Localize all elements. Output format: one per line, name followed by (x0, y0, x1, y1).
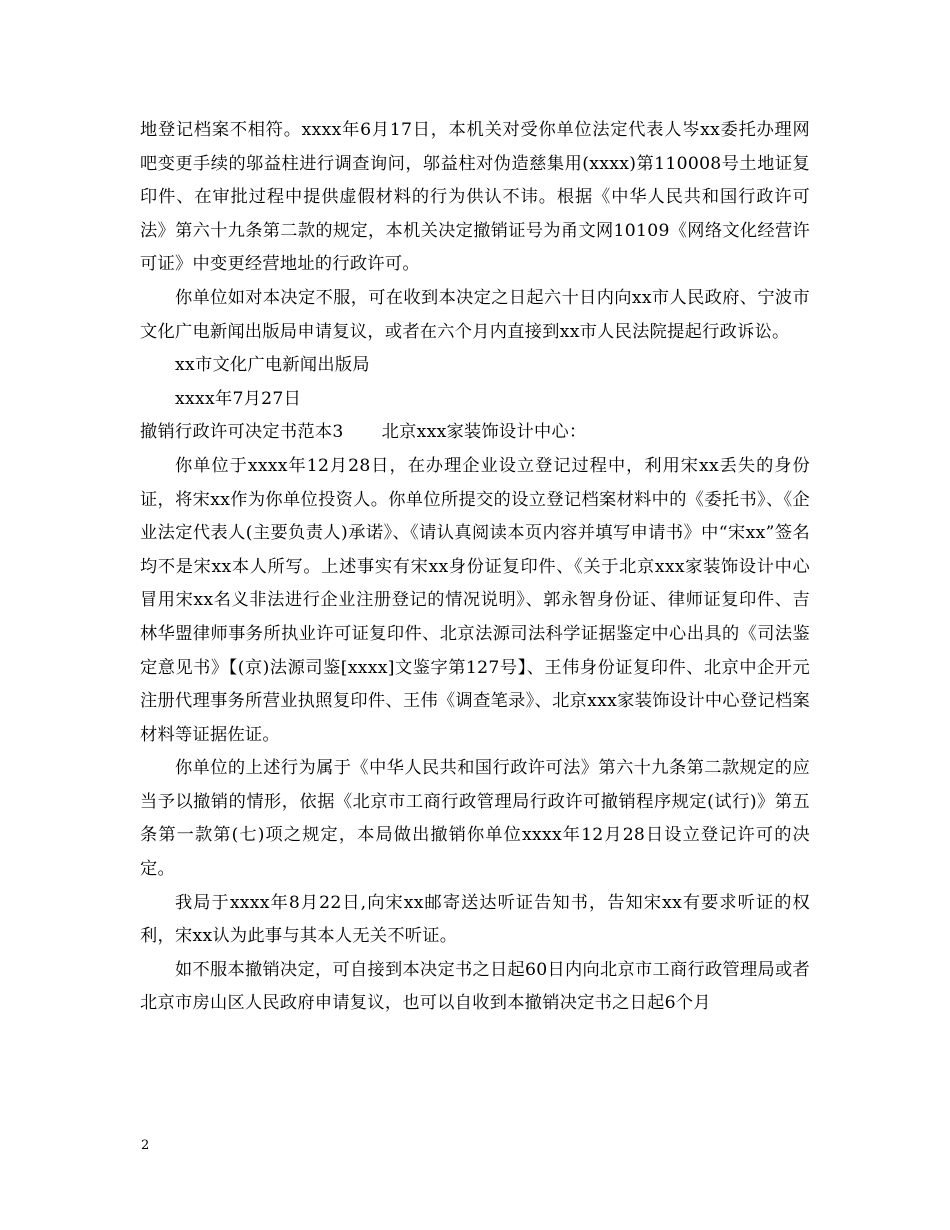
addressee: 北京xxx家装饰设计中心： (381, 422, 587, 443)
paragraph-5: 你单位于xxxx年12月28日，在办理企业设立登记过程中，利用宋xx丢失的身份证，将宋xx作为你单位投资人。你单位所提交的设立登记档案材料中的《委托书》、《企业法定代表人(主要负责人)承诺》、《请认真阅读本页内容并填写申请书》中“宋xx”签名均不是宋xx本人所写。上述事实有宋xx身份证复印件、《关于北京xxx家装饰设计中心冒用宋xx名义非法进行企业注册登记的情况说明》、郭永智身份证、律师证复印件、吉林华盟律师事务所执业许可证复印件、北京法源司法科学证据鉴定中心出具的《司法鉴定意见书》【(京)法源司鉴[xxxx]文鉴字第127号】、王伟身份证复印件、北京中企开元注册代理事务所营业执照复印件、王伟《调查笔录》、北京xxx家装饰设计中心登记档案材料等证据佐证。 (140, 455, 810, 745)
issuing-authority: xx市文化广电新闻出版局 (175, 355, 370, 376)
paragraph-6: 你单位的上述行为属于《中华人民共和国行政许可法》第六十九条第二款规定的应当予以撤销的情形，依据《北京市工商行政管理局行政许可撤销程序规定(试行)》第五条第一款第(七)项之规定，本局做出撤销你单位xxxx年12月28日设立登记许可的决定。 (140, 758, 810, 880)
issue-date: xxxx年7月27日 (175, 388, 302, 409)
paragraph-2: 你单位如对本决定不服，可在收到本决定之日起六十日内向xx市人民政府、宁波市文化广电新闻出版局申请复议，或者在六个月内直接到xx市人民法院提起行政诉讼。 (140, 287, 810, 342)
section-heading (140, 416, 810, 450)
paragraph-7: 我局于xxxx年8月22日,向宋xx邮寄送达听证告知书，告知宋xx有要求听证的权利，宋xx认为此事与其本人无关不听证。 (140, 892, 810, 947)
section-title: 撤销行政许可决定书范本3 (140, 422, 344, 443)
page-number: 2 (141, 1138, 150, 1153)
paragraph-1: 地登记档案不相符。xxxx年6月17日，本机关对受你单位法定代表人岑xx委托办理网吧变更手续的邬益柱进行调查询问，邬益柱对伪造慈集用(xxxx)第110008号土地证复印件、在审批过程中提供虚假材料的行为供认不讳。根据《中华人民共和国行政许可法》第六十九条第二款的规定，本机关决定撤销证号为甬文网10109《网络文化经营许可证》中变更经营地址的行政许可。 (140, 120, 810, 275)
document-body (140, 114, 810, 1021)
paragraph-8: 如不服本撤销决定，可自接到本决定书之日起60日内向北京市工商行政管理局或者北京市房山区人民政府申请复议，也可以自收到本撤销决定书之日起6个月 (140, 959, 810, 1014)
